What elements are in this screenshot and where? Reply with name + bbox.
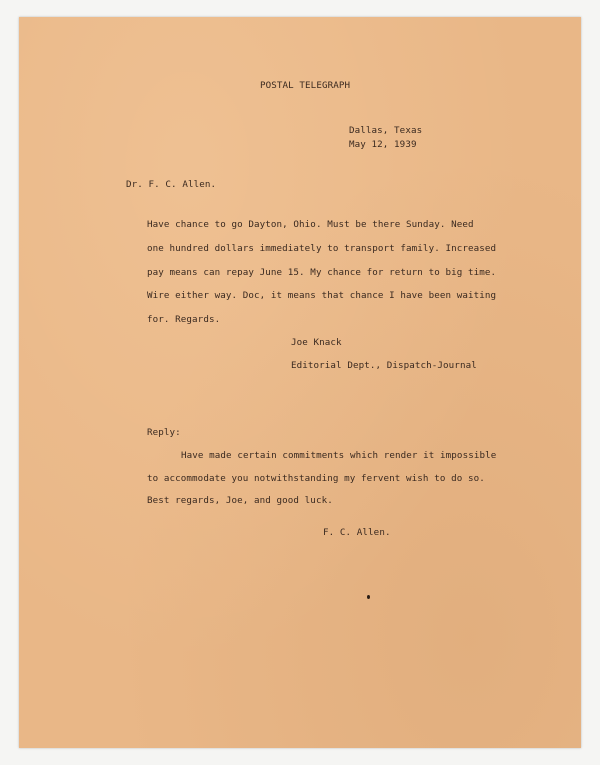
reply-signature: F. C. Allen.	[323, 527, 391, 538]
reply-body	[147, 445, 496, 513]
reply-line: to accommodate you notwithstanding my fervent wish to do so.	[147, 472, 485, 484]
body-line: pay means can repay June 15. My chance for return to big time.	[147, 266, 497, 278]
letterhead-title: POSTAL TELEGRAPH	[260, 80, 351, 91]
body-line: one hundred dollars immediately to transport family. Increased	[147, 242, 497, 254]
body-line: for. Regards.	[147, 314, 221, 326]
reply-label: Reply:	[147, 427, 181, 438]
letter-recipient: Dr. F. C. Allen.	[126, 179, 217, 190]
sender-name: Joe Knack	[291, 337, 342, 348]
letter-place: Dallas, Texas	[349, 125, 423, 136]
ink-speck	[367, 595, 370, 599]
reply-line: Have made certain commitments which render it impossible	[181, 450, 497, 461]
letter-page	[19, 17, 581, 748]
body-line: Wire either way. Doc, it means that chance I have been waiting	[147, 290, 497, 302]
sender-title: Editorial Dept., Dispatch-Journal	[291, 360, 477, 371]
letter-date: May 12, 1939	[349, 139, 417, 150]
reply-line: Best regards, Joe, and good luck.	[147, 495, 333, 506]
body-line: Have chance to go Dayton, Ohio. Must be there Sunday. Need	[147, 219, 474, 230]
telegram-body	[147, 213, 496, 332]
